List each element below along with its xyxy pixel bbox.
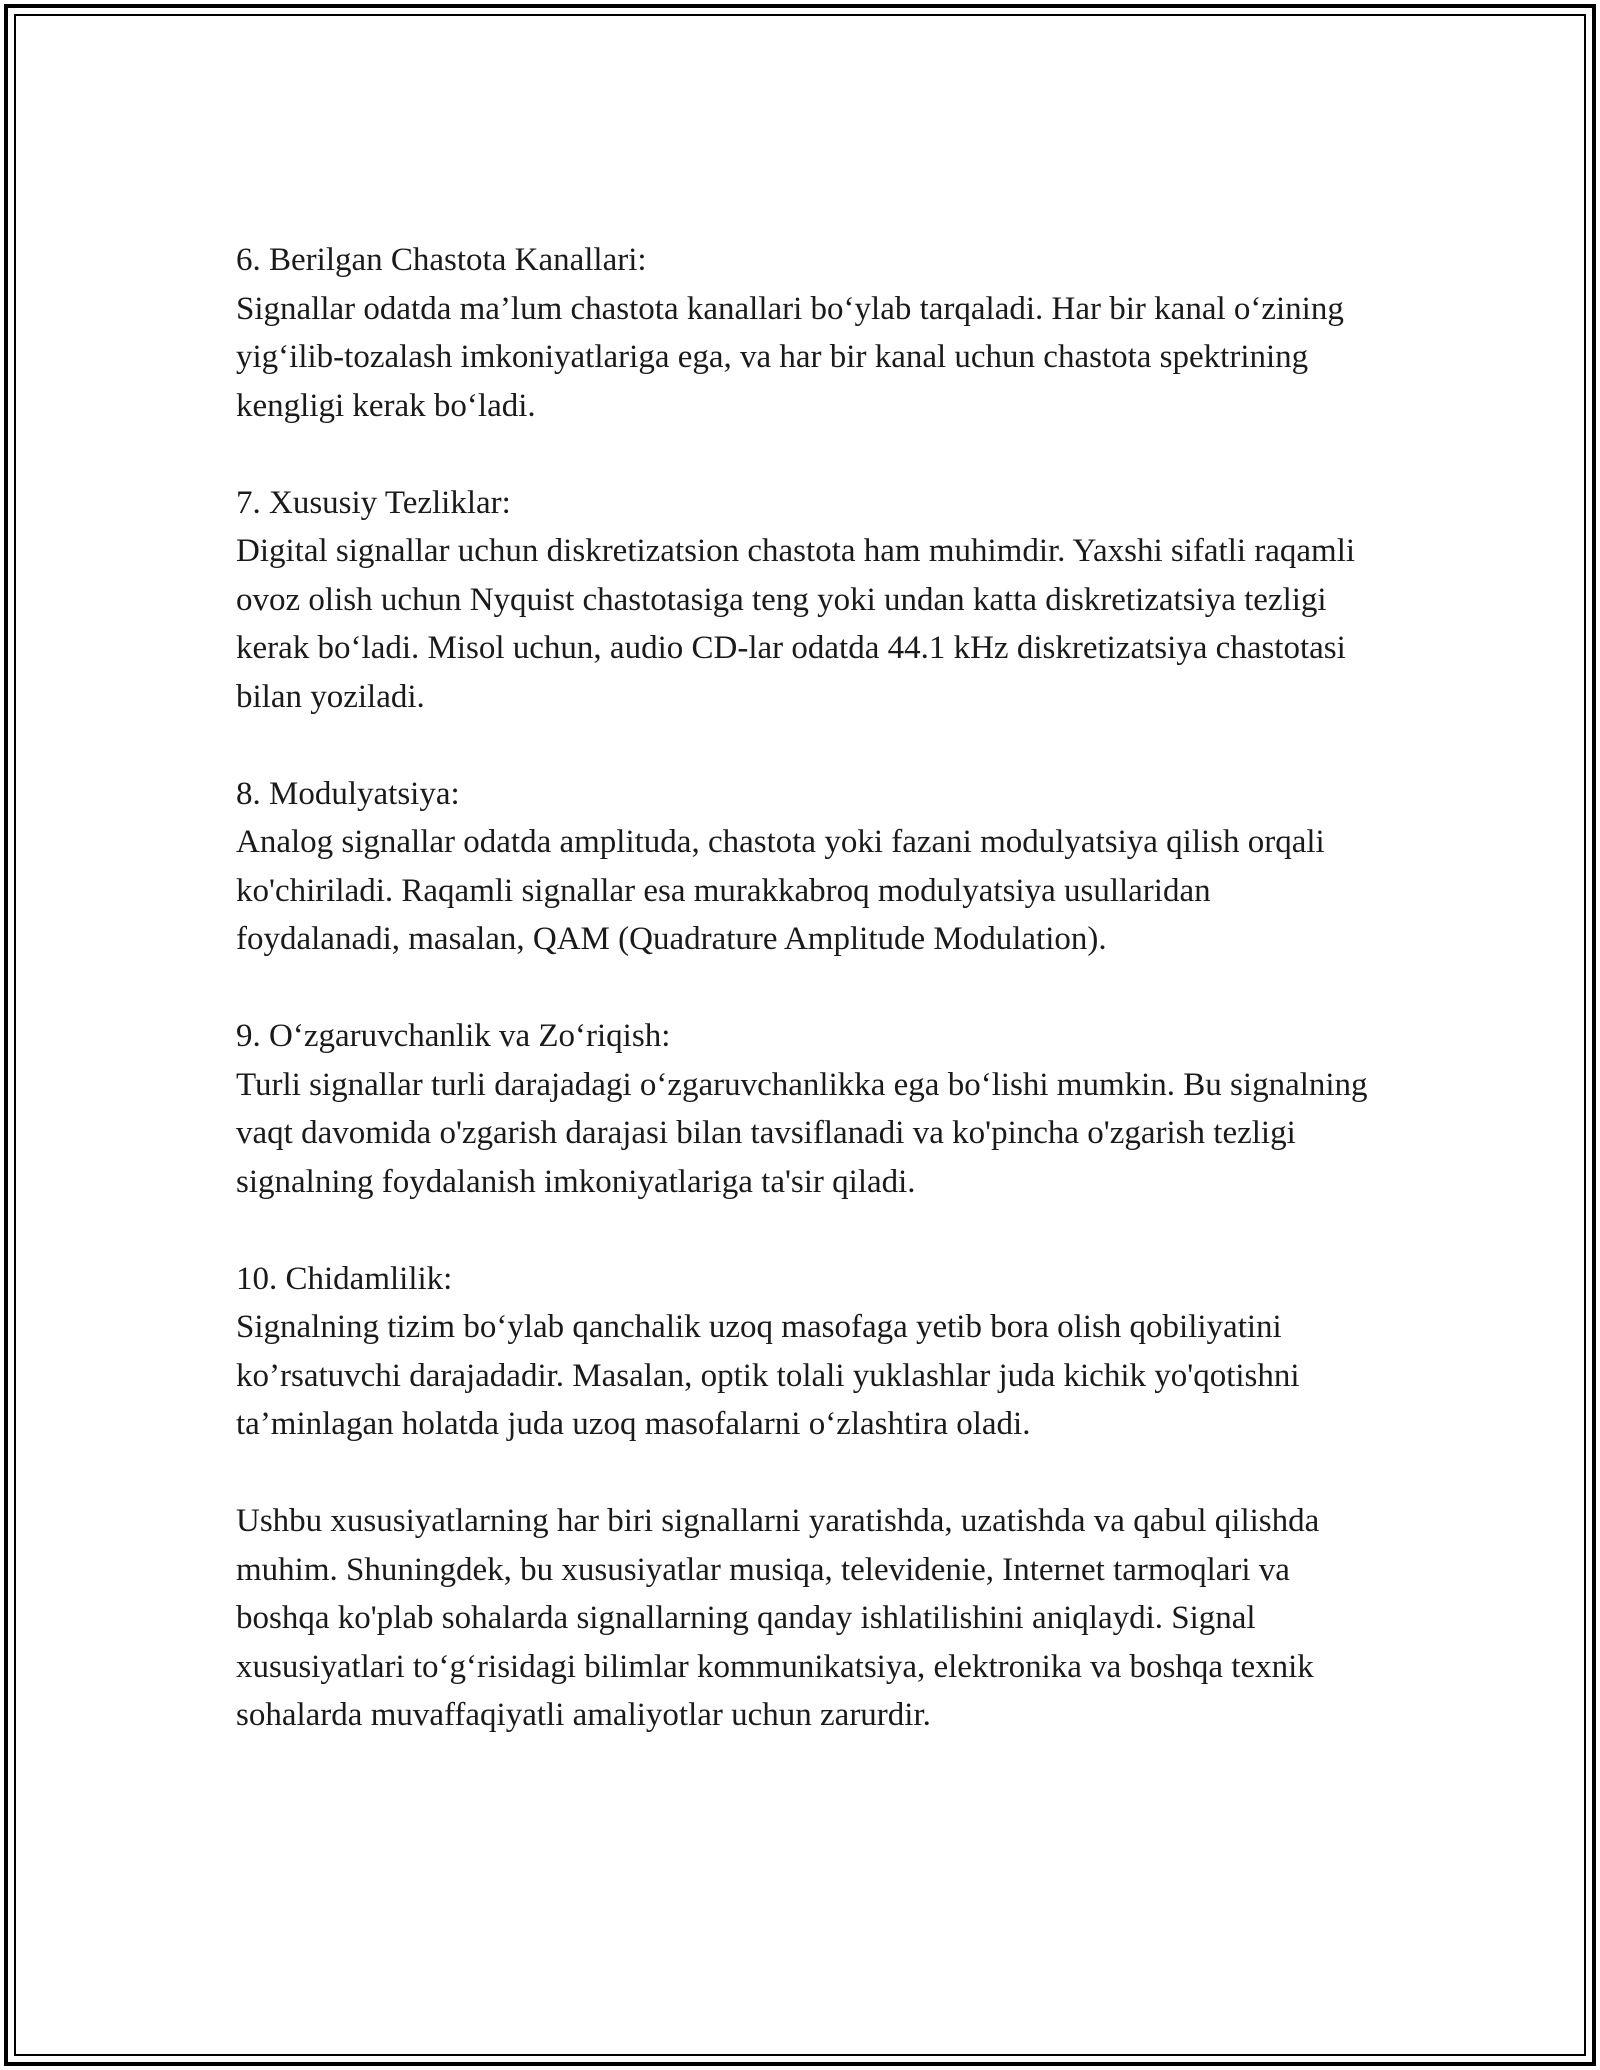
section-modulyatsiya [236, 770, 1376, 964]
section-title: 10. Chidamlilik: [236, 1260, 453, 1297]
section-text: Turli signallar turli darajadagi o‘zgaruvchanlikka ega bo‘lishi mumkin. Bu signalning vaqt davomida o'zgarish darajasi bilan tavsiflanadi va ko'pincha o'zgarish tezligi signalning foydalanish imkoniyatlariga ta'sir qiladi. [236, 1066, 1368, 1200]
conclusion [236, 1497, 1376, 1740]
section-text: Digital signallar uchun diskretizatsion chastota ham muhimdir. Yaxshi sifatli raqamli ovoz olish uchun Nyquist chastotasiga teng yoki undan katta diskretizatsiya tezligi kerak bo‘ladi. Misol uchun, audio CD-lar odatda 44.1 kHz diskretizatsiya chastotasi bilan yoziladi. [236, 533, 1356, 715]
section-chidamlilik [236, 1255, 1376, 1449]
section-berilgan-chastota-kanallari [236, 236, 1376, 430]
document-body [236, 236, 1376, 1788]
conclusion-text: Ushbu xususiyatlarning har biri signallarni yaratishda, uzatishda va qabul qilishda muhim. Shuningdek, bu xususiyatlar musiqa, televidenie, Internet tarmoqlari va boshqa ko'plab sohalarda signallarning qanday ishlatilishini aniqlaydi. Signal xususiyatlari to‘g‘risidagi bilimlar kommunikatsiya, elektronika va boshqa texnik sohalarda muvaffaqiyatli amaliyotlar uchun zarurdir. [236, 1503, 1320, 1733]
section-title: 6. Berilgan Chastota Kanallari: [236, 242, 647, 278]
section-title: 9. O‘zgaruvchanlik va Zo‘riqish: [236, 1018, 671, 1054]
section-text: Analog signallar odatda amplituda, chastota yoki fazani modulyatsiya qilish orqali ko'chiriladi. Raqamli signallar esa murakkabroq modulyatsiya usullaridan foydalanadi, masalan, QAM (Quadrature Amplitude Modulation). [236, 824, 1325, 957]
section-ozgaruvchanlik [236, 1012, 1376, 1206]
section-title: 8. Modulyatsiya: [236, 775, 460, 812]
section-title: 7. Xususiy Tezliklar: [236, 484, 511, 521]
section-xususiy-tezliklar [236, 479, 1376, 722]
section-text: Signalning tizim bo‘ylab qanchalik uzoq masofaga yetib bora olish qobiliyatini ko’rsatuvchi darajadadir. Masalan, optik tolali yuklashlar juda kichik yo'qotishni ta’minlagan holatda juda uzoq masofalarni o‘zlashtira oladi. [236, 1309, 1300, 1442]
section-text: Signallar odatda ma’lum chastota kanallari bo‘ylab tarqaladi. Har bir kanal o‘zining yig‘ilib-tozalash imkoniyatlariga ega, va har bir kanal uchun chastota spektrining kengligi kerak bo‘ladi. [236, 290, 1344, 424]
